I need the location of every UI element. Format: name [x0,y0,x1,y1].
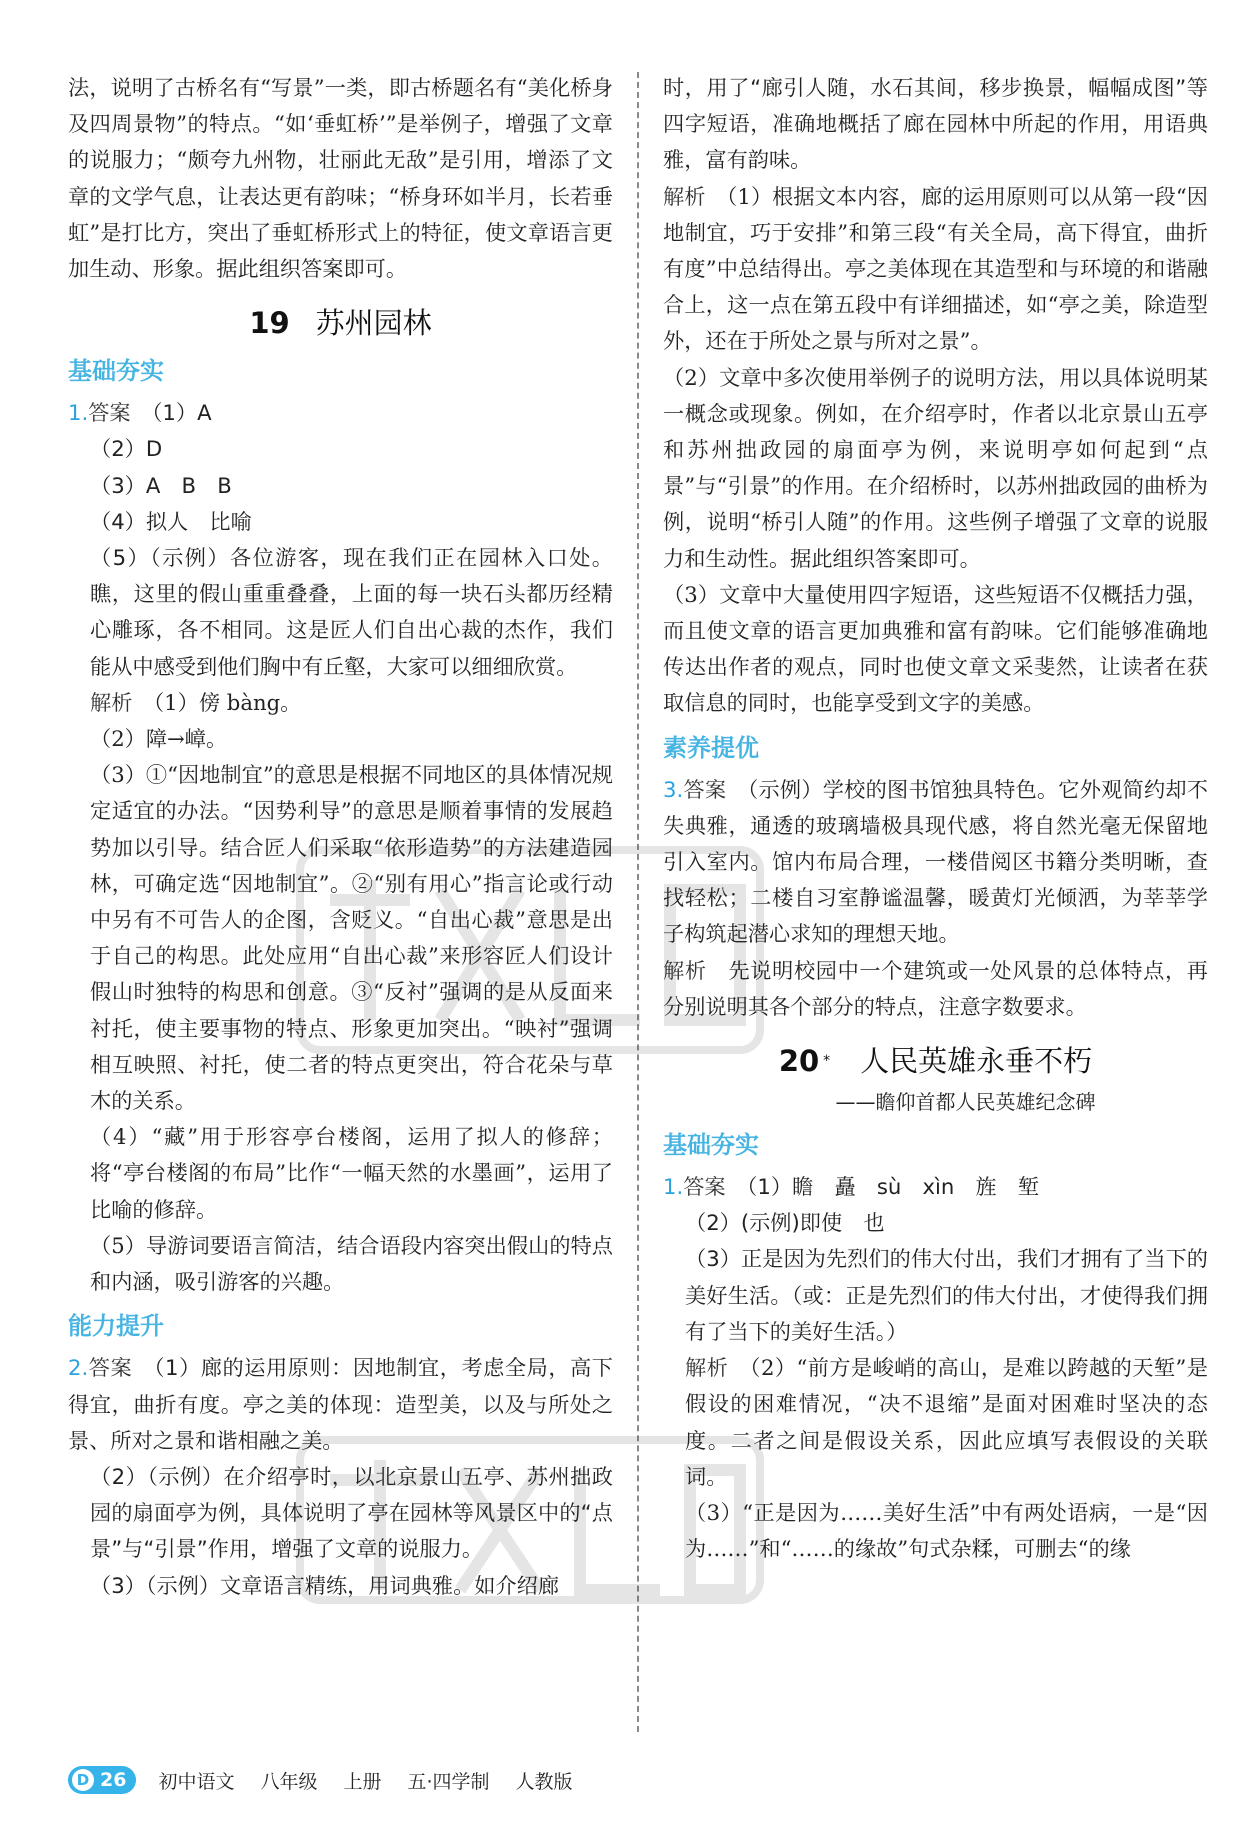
q1-analysis-1-text: （1）傍 bàng。 [153,689,302,715]
q2-analysis-1 [663,179,1208,360]
lesson-subtitle: ——瞻仰首都人民英雄纪念碑 [835,1090,1096,1115]
section-heading-basic: 基础夯实 [68,357,164,386]
q4-answer-2: （2）(示例)即使 也 [685,1210,885,1236]
q4-analysis-2-text: （2）“前方是峻峭的高山，是难以跨越的天堑”是假设的困难情况，“决不退缩”是面对困难时坚决的态度。二者之间是假设关系，因此应填写表假设的关联词。 [685,1355,1208,1489]
q4-number: 1. [663,1174,684,1200]
q2-answer-1: （1）廊的运用原则：因地制宜，考虑全局，高下得宜，曲折有度。亭之美的体现：造型美，以及与所处之景、所对之景和谐相融之美。 [68,1355,613,1453]
section-heading-ability: 能力提升 [68,1312,164,1341]
q1-answer-5: （5）（示例）各位游客，现在我们正在园林入口处。瞧，这里的假山重重叠叠，上面的每一块石头都历经精心雕琢，各不相同。这是匠人们自出心裁的杰作，我们能从中感受到他们胸中有丘壑，大家可以细细欣赏。 [90,545,613,679]
q4-answer-line [663,1169,1208,1205]
page-footer [68,1764,599,1796]
q3-analysis-text: 先说明校园中一个建筑或一处风景的总体特点，再分别说明其各个部分的特点，注意字数要求。 [663,957,1208,1019]
q2-analysis-3: （3）文章中大量使用四字短语，这些短语不仅概括力强，而且使文章的语言更加典雅和富有韵味。它们能够准确地传达出作者的观点，同时也使文章文采斐然，让读者在获取信息的同时，也能享受到文字的美感。 [663,581,1208,716]
answer-label: 答案 [683,1174,726,1200]
right-column [663,70,1208,1567]
q2-answer-3: （3）（示例）文章语言精练，用词典雅。如介绍廊 [90,1572,560,1598]
q1-number: 1. [68,400,89,426]
footer-grade: 八年级 [260,1770,318,1793]
q1-analysis-2: （2）障→嶂。 [90,726,228,752]
footer-system: 五·四学制 [407,1770,490,1793]
lesson-number: 20 [778,1044,820,1079]
q1-answer-4: （4）拟人 比喻 [90,508,252,534]
analysis-label: 解析 [90,689,133,715]
watermark-logo-lower [290,1420,770,1620]
q2-number: 2. [68,1355,89,1381]
answer-label: 答案 [88,1355,133,1381]
q2-analysis-2: （2）文章中多次使用举例子的说明方法，用以具体说明某一概念或现象。例如，在介绍亭时，作者以北京景山五亭和苏州拙政园的扇面亭为例，来说明亭如何起到“点景”与“引景”的作用。在介绍桥时，以苏州拙政园的曲桥为例，说明“桥引人随”的作用。这些例子增强了文章的说服力和生动性。据此组织答案即可。 [663,364,1208,571]
lesson-star: * [823,1053,831,1070]
intro-paragraph: 法，说明了古桥名有“写景”一类，即古桥题名有“美化桥身及四周景物”的特点。“如‘垂虹桥’”是举例子，增强了文章的说服力；“颇夸九州物，壮丽此无敌”是引用，增添了文章的文学气息，让表达更有韵味；“桥身环如半月，长若垂虹”是打比方，突出了垂虹桥形式上的特征，使文章语言更加生动、形象。据此组织答案即可。 [68,75,613,282]
q4-analysis-3: （3）“正是因为……美好生活”中有两处语病，一是“因为……”和“……的缘故”句式杂糅，可删去“的缘 [685,1499,1208,1562]
q4-answer-1: （1）瞻 矗 sù xìn 旌 堑 [746,1174,1040,1200]
lesson-19-heading [68,301,613,345]
q1-analysis-5: （5）导游词要语言简洁，结合语段内容突出假山的特点和内涵，吸引游客的兴趣。 [90,1232,613,1295]
analysis-label: 解析 [663,957,707,983]
q1-analysis-4: （4）“藏”用于形容亭台楼阁，运用了拟人的修辞；将“亭台楼阁的布局”比作“一幅天然的水墨画”，运用了比喻的修辞。 [90,1124,613,1222]
q1-analysis-1 [68,685,613,721]
footer-volume: 上册 [343,1770,382,1793]
analysis-label: 解析 [685,1355,729,1381]
q2-analysis-1-text: （1）根据文本内容，廊的运用原则可以从第一段“因地制宜，巧于安排”和第三段“有关全局，高下得宜，曲折有度”中总结得出。亭之美体现在其造型和与环境的和谐融合上，这一点在第五段中有详细描述，如“亭之美，除造型外，还在于所处之景与所对之景”。 [663,183,1208,354]
q2-answer-2: （2）（示例）在介绍亭时，以北京景山五亭、苏州拙政园的扇面亭为例，具体说明了亭在园林等风景区中的“点景”与“引景”作用，增强了文章的说服力。 [90,1463,613,1562]
page-number-badge [68,1766,136,1794]
lesson-title: 苏州园林 [315,306,432,341]
q3-number: 3. [663,776,684,802]
page-number: 26 [100,1769,127,1791]
q1-answer-line [68,395,613,431]
q3-answer-text: （示例）学校的图书馆独具特色。它外观简约却不失典雅，通透的玻璃墙极具现代感，将自然光毫无保留地引入室内。馆内布局合理，一楼借阅区书籍分类明晰，查找轻松；二楼自习室静谧温馨，暖黄灯光倾洒，为莘莘学子构筑起潜心求知的理想天地。 [663,776,1208,947]
badge-letter: D [72,1769,94,1791]
section-heading-basic: 基础夯实 [663,1131,759,1160]
q1-answer-2: （2）D [90,436,163,462]
section-heading-literacy: 素养提优 [663,733,759,762]
answer-label: 答案 [88,400,131,426]
q4-answer-3: （3）正是因为先烈们的伟大付出，我们才拥有了当下的美好生活。（或：正是先烈们的伟大付出，才使得我们拥有了当下的美好生活。） [685,1246,1208,1344]
footer-subject: 初中语文 [158,1770,235,1793]
q1-answer-3: （3）A B B [90,472,232,498]
footer-edition: 人教版 [515,1770,573,1793]
answer-label: 答案 [683,776,727,802]
lesson-title: 人民英雄永垂不朽 [860,1044,1093,1079]
lesson-number: 19 [249,306,290,341]
analysis-label: 解析 [663,183,706,209]
watermark-logo [290,820,770,1080]
q1-analysis-3: （3）①“因地制宜”的意思是根据不同地区的具体情况规定适宜的办法。“因势利导”的意思是顺着事情的发展趋势加以引导。结合匠人们采取“依形造势”的方法建造园林，可确定选“因地制宜”。②“别有用心”指言论或行动中另有不可告人的企图，含贬义。“自出心裁”意思是出于自己的构思。此处应用“自出心裁”来形容匠人们设计假山时独特的构思和创意。③“反衬”强调的是从反面来衬托，使主要事物的特点、形象更加突出。“映衬”强调相互映照、衬托，使二者的特点更突出，符合花朵与草木的关系。 [90,762,613,1114]
q1-answer-1: （1）A [151,400,212,426]
q2-answer-3-continued: 时，用了“廊引人随，水石其间，移步换景，幅幅成图”等四字短语，准确地概括了廊在园林中所起的作用，用语典雅，富有韵味。 [663,75,1208,173]
